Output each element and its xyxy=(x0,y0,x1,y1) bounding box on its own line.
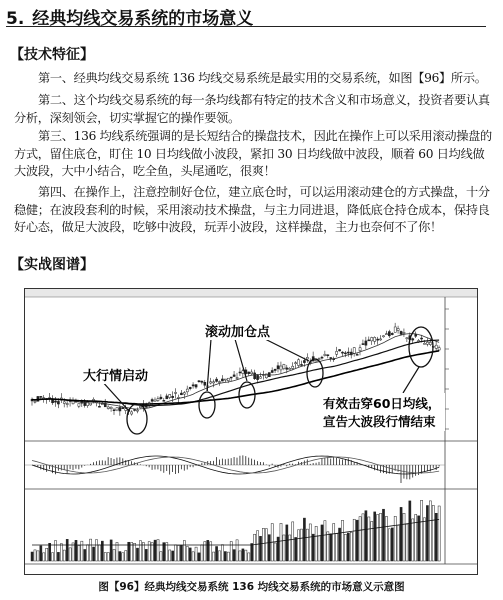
volume-bar xyxy=(353,519,355,561)
candle-body xyxy=(175,392,177,393)
volume-bar xyxy=(382,509,384,561)
volume-bar xyxy=(98,545,100,561)
volume-bar xyxy=(397,525,399,561)
candle-body xyxy=(371,337,373,340)
candle-body xyxy=(388,332,390,336)
volume-bar xyxy=(139,541,141,561)
candle-body xyxy=(160,397,162,399)
volume-bar xyxy=(213,552,215,561)
volume-bar xyxy=(46,548,48,561)
volume-bar xyxy=(359,517,361,561)
paragraph-2: 第二、这个均线交易系统的每一条均线都有特定的技术含义和市场意义，投资者要认真分析，深刻领会，切实掌握它的操作要领。 xyxy=(14,93,490,125)
volume-bar xyxy=(201,545,203,561)
volume-bar xyxy=(157,540,159,561)
volume-bar xyxy=(262,528,264,561)
candle-body xyxy=(139,406,141,407)
volume-bar xyxy=(180,545,182,561)
volume-bar xyxy=(160,552,162,561)
candle-body xyxy=(321,357,323,358)
volume-bar xyxy=(368,517,370,561)
candle-body xyxy=(136,410,138,411)
volume-bar xyxy=(251,543,253,561)
volume-bar xyxy=(324,521,326,561)
candle-body xyxy=(330,358,332,359)
candle-body xyxy=(57,401,59,404)
candle-body xyxy=(380,339,382,340)
volume-bar xyxy=(195,547,197,561)
annotation-end-line1: 有效击穿60日均线， xyxy=(323,396,441,411)
candle-body xyxy=(192,385,194,386)
volume-bar xyxy=(119,552,121,561)
add-circle-1 xyxy=(199,392,215,418)
candle-body xyxy=(336,351,338,354)
volume-bar xyxy=(254,534,256,561)
candle-body xyxy=(66,404,68,405)
candle-body xyxy=(429,342,431,344)
candle-body xyxy=(257,375,259,379)
volume-bar xyxy=(34,550,36,561)
volume-bar xyxy=(31,552,33,561)
volume-bar xyxy=(107,553,109,561)
volume-bar xyxy=(207,540,209,561)
volume-bar xyxy=(315,526,317,561)
candle-body xyxy=(189,387,191,388)
candle-body xyxy=(289,368,291,369)
volume-bar xyxy=(125,551,127,561)
candle-body xyxy=(195,385,197,387)
volume-bar xyxy=(365,511,367,561)
candle-body xyxy=(163,400,165,401)
candle-body xyxy=(374,337,376,341)
candle-body xyxy=(204,382,206,385)
volume-bar xyxy=(321,525,323,561)
candle-body xyxy=(344,353,346,354)
end-arrow xyxy=(403,367,419,393)
heading-title: 经典均线交易系统的市场意义 xyxy=(32,9,254,29)
candle-body xyxy=(186,389,188,392)
volume-bar xyxy=(198,553,200,561)
volume-bar xyxy=(295,537,297,561)
candle-body xyxy=(259,377,261,378)
candle-body xyxy=(277,366,279,369)
volume-bar xyxy=(265,529,267,561)
candle-body xyxy=(365,341,367,345)
volume-bar xyxy=(122,553,124,561)
volume-bar xyxy=(412,519,414,561)
volume-bar xyxy=(385,516,387,561)
volume-bar xyxy=(66,539,68,561)
volume-bar xyxy=(224,552,226,561)
candle-body xyxy=(426,342,428,344)
volume-bar xyxy=(283,535,285,561)
chart-toolbar xyxy=(25,289,477,297)
volume-bar xyxy=(286,525,288,561)
volume-bar xyxy=(406,524,408,561)
volume-bar xyxy=(72,543,74,561)
volume-bar xyxy=(37,551,39,561)
volume-bar xyxy=(403,513,405,561)
volume-bar xyxy=(95,540,97,561)
volume-bar xyxy=(230,542,232,561)
candle-body xyxy=(201,381,203,382)
volume-bar xyxy=(63,550,65,561)
volume-bar xyxy=(104,553,106,561)
candle-body xyxy=(122,408,124,409)
candle-body xyxy=(78,404,80,407)
candle-body xyxy=(283,364,285,368)
volume-bar xyxy=(78,545,80,561)
candle-body xyxy=(356,354,358,355)
volume-bar xyxy=(300,529,302,561)
start-circle xyxy=(127,404,147,434)
candle-body xyxy=(107,407,109,409)
candle-body xyxy=(154,400,156,401)
volume-bar xyxy=(40,546,42,561)
volume-bar xyxy=(54,541,56,561)
candle-body xyxy=(218,382,220,383)
volume-bar xyxy=(388,529,390,561)
volume-bar xyxy=(330,534,332,561)
candle-body xyxy=(397,329,399,331)
candle-body xyxy=(306,357,308,359)
volume-bar xyxy=(175,545,177,561)
volume-bar xyxy=(60,544,62,561)
volume-bar xyxy=(268,535,270,561)
volume-bar xyxy=(318,536,320,561)
volume-bar xyxy=(221,545,223,561)
candle-body xyxy=(391,333,393,334)
candle-body xyxy=(52,400,54,403)
candle-body xyxy=(300,364,302,365)
volume-bar xyxy=(245,550,247,561)
volume-bar xyxy=(218,551,220,561)
paragraph-4: 第四、在操作上，注意控制好仓位，建立底仓时，可以运用滚动建仓的方式操盘，十分稳健；在波段套利的时候，采用滚动技术操盘，与主力同进退，降低底仓持仓成本，保持良好心态，做足大波段，吃够中波段，玩弄小波段，这样操盘，主力也奈何不了你！ xyxy=(14,185,490,234)
candle-body xyxy=(180,393,182,395)
candle-body xyxy=(169,394,171,397)
volume-bar xyxy=(309,524,311,561)
candle-body xyxy=(339,350,341,351)
candle-body xyxy=(230,377,232,378)
volume-bar xyxy=(432,505,434,561)
annotation-end-line2: 宣告大波段行情结束 xyxy=(323,414,436,429)
candle-body xyxy=(385,334,387,335)
paragraph-1: 第一、经典均线交易系统 136 均线交易系统是最实用的交易系统，如图【96】所示。 xyxy=(38,71,487,85)
candle-body xyxy=(324,354,326,355)
candle-body xyxy=(236,378,238,379)
volume-bar xyxy=(277,537,279,561)
candle-body xyxy=(54,401,56,402)
candle-body xyxy=(119,407,121,411)
candle-body xyxy=(131,412,133,414)
volume-bar xyxy=(380,513,382,561)
volume-bar xyxy=(371,521,373,561)
volume-bar xyxy=(69,548,71,561)
volume-bar xyxy=(172,551,174,561)
volume-bar xyxy=(204,542,206,561)
volume-bar xyxy=(189,548,191,561)
volume-bar xyxy=(134,543,136,561)
candle-body xyxy=(221,379,223,381)
volume-panel xyxy=(31,500,440,561)
candle-body xyxy=(110,407,112,408)
candle-body xyxy=(353,348,355,354)
candle-body xyxy=(292,366,294,368)
candle-body xyxy=(415,334,417,336)
candle-body xyxy=(210,382,212,383)
add-arrow-3 xyxy=(261,337,309,361)
volume-bar xyxy=(233,550,235,561)
chart-canvas xyxy=(25,289,477,574)
candle-body xyxy=(406,338,408,339)
candle-body xyxy=(362,344,364,345)
volume-bar xyxy=(400,507,402,561)
candle-body xyxy=(63,402,65,404)
volume-bar xyxy=(274,543,276,561)
volume-bar xyxy=(303,518,305,561)
candle-body xyxy=(341,352,343,353)
volume-bar xyxy=(391,528,393,561)
volume-bar xyxy=(43,553,45,561)
volume-bar xyxy=(227,552,229,561)
volume-bar xyxy=(438,506,440,561)
volume-bar xyxy=(336,534,338,561)
volume-bar xyxy=(52,553,54,561)
end-circle xyxy=(409,327,433,367)
candle-body xyxy=(34,401,36,402)
volume-bar xyxy=(148,542,150,561)
candle-body xyxy=(435,345,437,348)
volume-bar xyxy=(341,520,343,561)
candle-body xyxy=(251,372,253,374)
candle-body xyxy=(412,339,414,341)
volume-bar xyxy=(306,529,308,561)
volume-bar xyxy=(183,541,185,561)
candle-body xyxy=(377,339,379,340)
heading-number: 5. xyxy=(6,9,25,29)
volume-bar xyxy=(216,546,218,561)
volume-bar xyxy=(435,513,437,561)
stock-chart-figure xyxy=(24,288,478,575)
volume-bar xyxy=(312,534,314,561)
volume-bar xyxy=(186,546,188,561)
volume-bar xyxy=(350,532,352,561)
volume-bar xyxy=(90,539,92,561)
volume-bar xyxy=(280,523,282,561)
volume-bar xyxy=(259,536,261,561)
volume-bar xyxy=(84,549,86,561)
volume-bar xyxy=(327,532,329,561)
volume-bar xyxy=(421,500,423,561)
volume-bar xyxy=(409,501,411,561)
section-label-chart: 【实战图谱】 xyxy=(10,257,94,273)
candle-body xyxy=(134,409,136,410)
volume-bar xyxy=(347,533,349,561)
candle-body xyxy=(213,382,215,383)
volume-bar xyxy=(415,514,417,561)
add-circle-3 xyxy=(307,359,323,387)
candle-body xyxy=(303,360,305,362)
volume-bar xyxy=(81,541,83,561)
candle-body xyxy=(254,373,256,379)
volume-bar xyxy=(289,535,291,561)
volume-bar xyxy=(113,550,115,561)
candle-body xyxy=(280,366,282,370)
candle-body xyxy=(216,379,218,381)
candle-body xyxy=(233,375,235,377)
volume-bar xyxy=(151,543,153,561)
volume-bar xyxy=(362,514,364,561)
volume-bar xyxy=(192,552,194,561)
annotation-start: 大行情启动 xyxy=(83,369,149,384)
volume-bar xyxy=(154,540,156,561)
volume-bar xyxy=(169,550,171,561)
macd-panel xyxy=(25,455,445,483)
candle-body xyxy=(151,399,153,401)
candle-body xyxy=(239,372,241,373)
volume-bar xyxy=(110,540,112,561)
volume-bar xyxy=(101,541,103,561)
section-label-features: 【技术特征】 xyxy=(10,47,94,63)
candle-body xyxy=(172,396,174,397)
candle-body xyxy=(40,396,42,397)
candle-body xyxy=(183,393,185,395)
volume-bar xyxy=(429,501,431,561)
candle-body xyxy=(286,368,288,370)
candle-body xyxy=(113,410,115,411)
candle-body xyxy=(327,355,329,356)
candle-body xyxy=(438,348,440,350)
candle-body xyxy=(347,352,349,353)
volume-bar xyxy=(257,531,259,561)
volume-bar xyxy=(377,514,379,561)
volume-bar xyxy=(93,547,95,561)
volume-bar xyxy=(248,553,250,561)
volume-bar xyxy=(136,548,138,561)
candle-body xyxy=(315,360,317,361)
candle-body xyxy=(359,348,361,351)
candle-body xyxy=(98,406,100,407)
volume-bar xyxy=(177,545,179,561)
annotation-add: 滚动加仓点 xyxy=(205,325,271,340)
candle-body xyxy=(274,369,276,370)
paragraph-3: 第三、136 均线系统强调的是长短结合的操盘技术，因此在操作上可以采用滚动操盘的方式，留住底仓，盯住 10 日均线做小波段，紧扣 30 日均线做中波段，顺着 60 日均线做大波段，大中小结合，吃全鱼，头尾通吃，很爽！ xyxy=(14,129,492,178)
volume-bar xyxy=(344,534,346,561)
figure-caption: 图【96】经典均线交易系统 136 均线交易系统的市场意义示意图 xyxy=(98,581,405,593)
volume-bar xyxy=(57,552,59,561)
candle-body xyxy=(400,331,402,334)
candle-body xyxy=(394,327,396,332)
volume-bar xyxy=(423,518,425,561)
candle-body xyxy=(224,379,226,380)
candle-body xyxy=(198,381,200,382)
volume-bar xyxy=(298,530,300,561)
section-heading xyxy=(6,4,486,27)
candle-body xyxy=(403,332,405,333)
volume-bar xyxy=(394,516,396,561)
volume-bar xyxy=(49,543,51,561)
candle-body xyxy=(295,363,297,364)
candle-body xyxy=(166,396,168,399)
candle-body xyxy=(382,336,384,337)
candle-body xyxy=(248,372,250,374)
volume-bar xyxy=(292,522,294,561)
candle-body xyxy=(423,343,425,344)
volume-bar xyxy=(356,520,358,561)
volume-bar xyxy=(242,549,244,561)
candle-body xyxy=(271,370,273,372)
candle-body xyxy=(227,378,229,380)
volume-bar xyxy=(333,524,335,561)
volume-bar xyxy=(145,549,147,561)
candle-body xyxy=(157,399,159,401)
volume-bar xyxy=(236,540,238,561)
candle-body xyxy=(368,340,370,341)
volume-bar xyxy=(426,506,428,561)
volume-bar xyxy=(87,545,89,561)
volume-bar xyxy=(75,540,77,561)
candle-body xyxy=(116,408,118,410)
candle-body xyxy=(421,338,423,339)
volume-bar xyxy=(374,512,376,561)
candle-body xyxy=(298,360,300,366)
volume-bar xyxy=(239,551,241,561)
